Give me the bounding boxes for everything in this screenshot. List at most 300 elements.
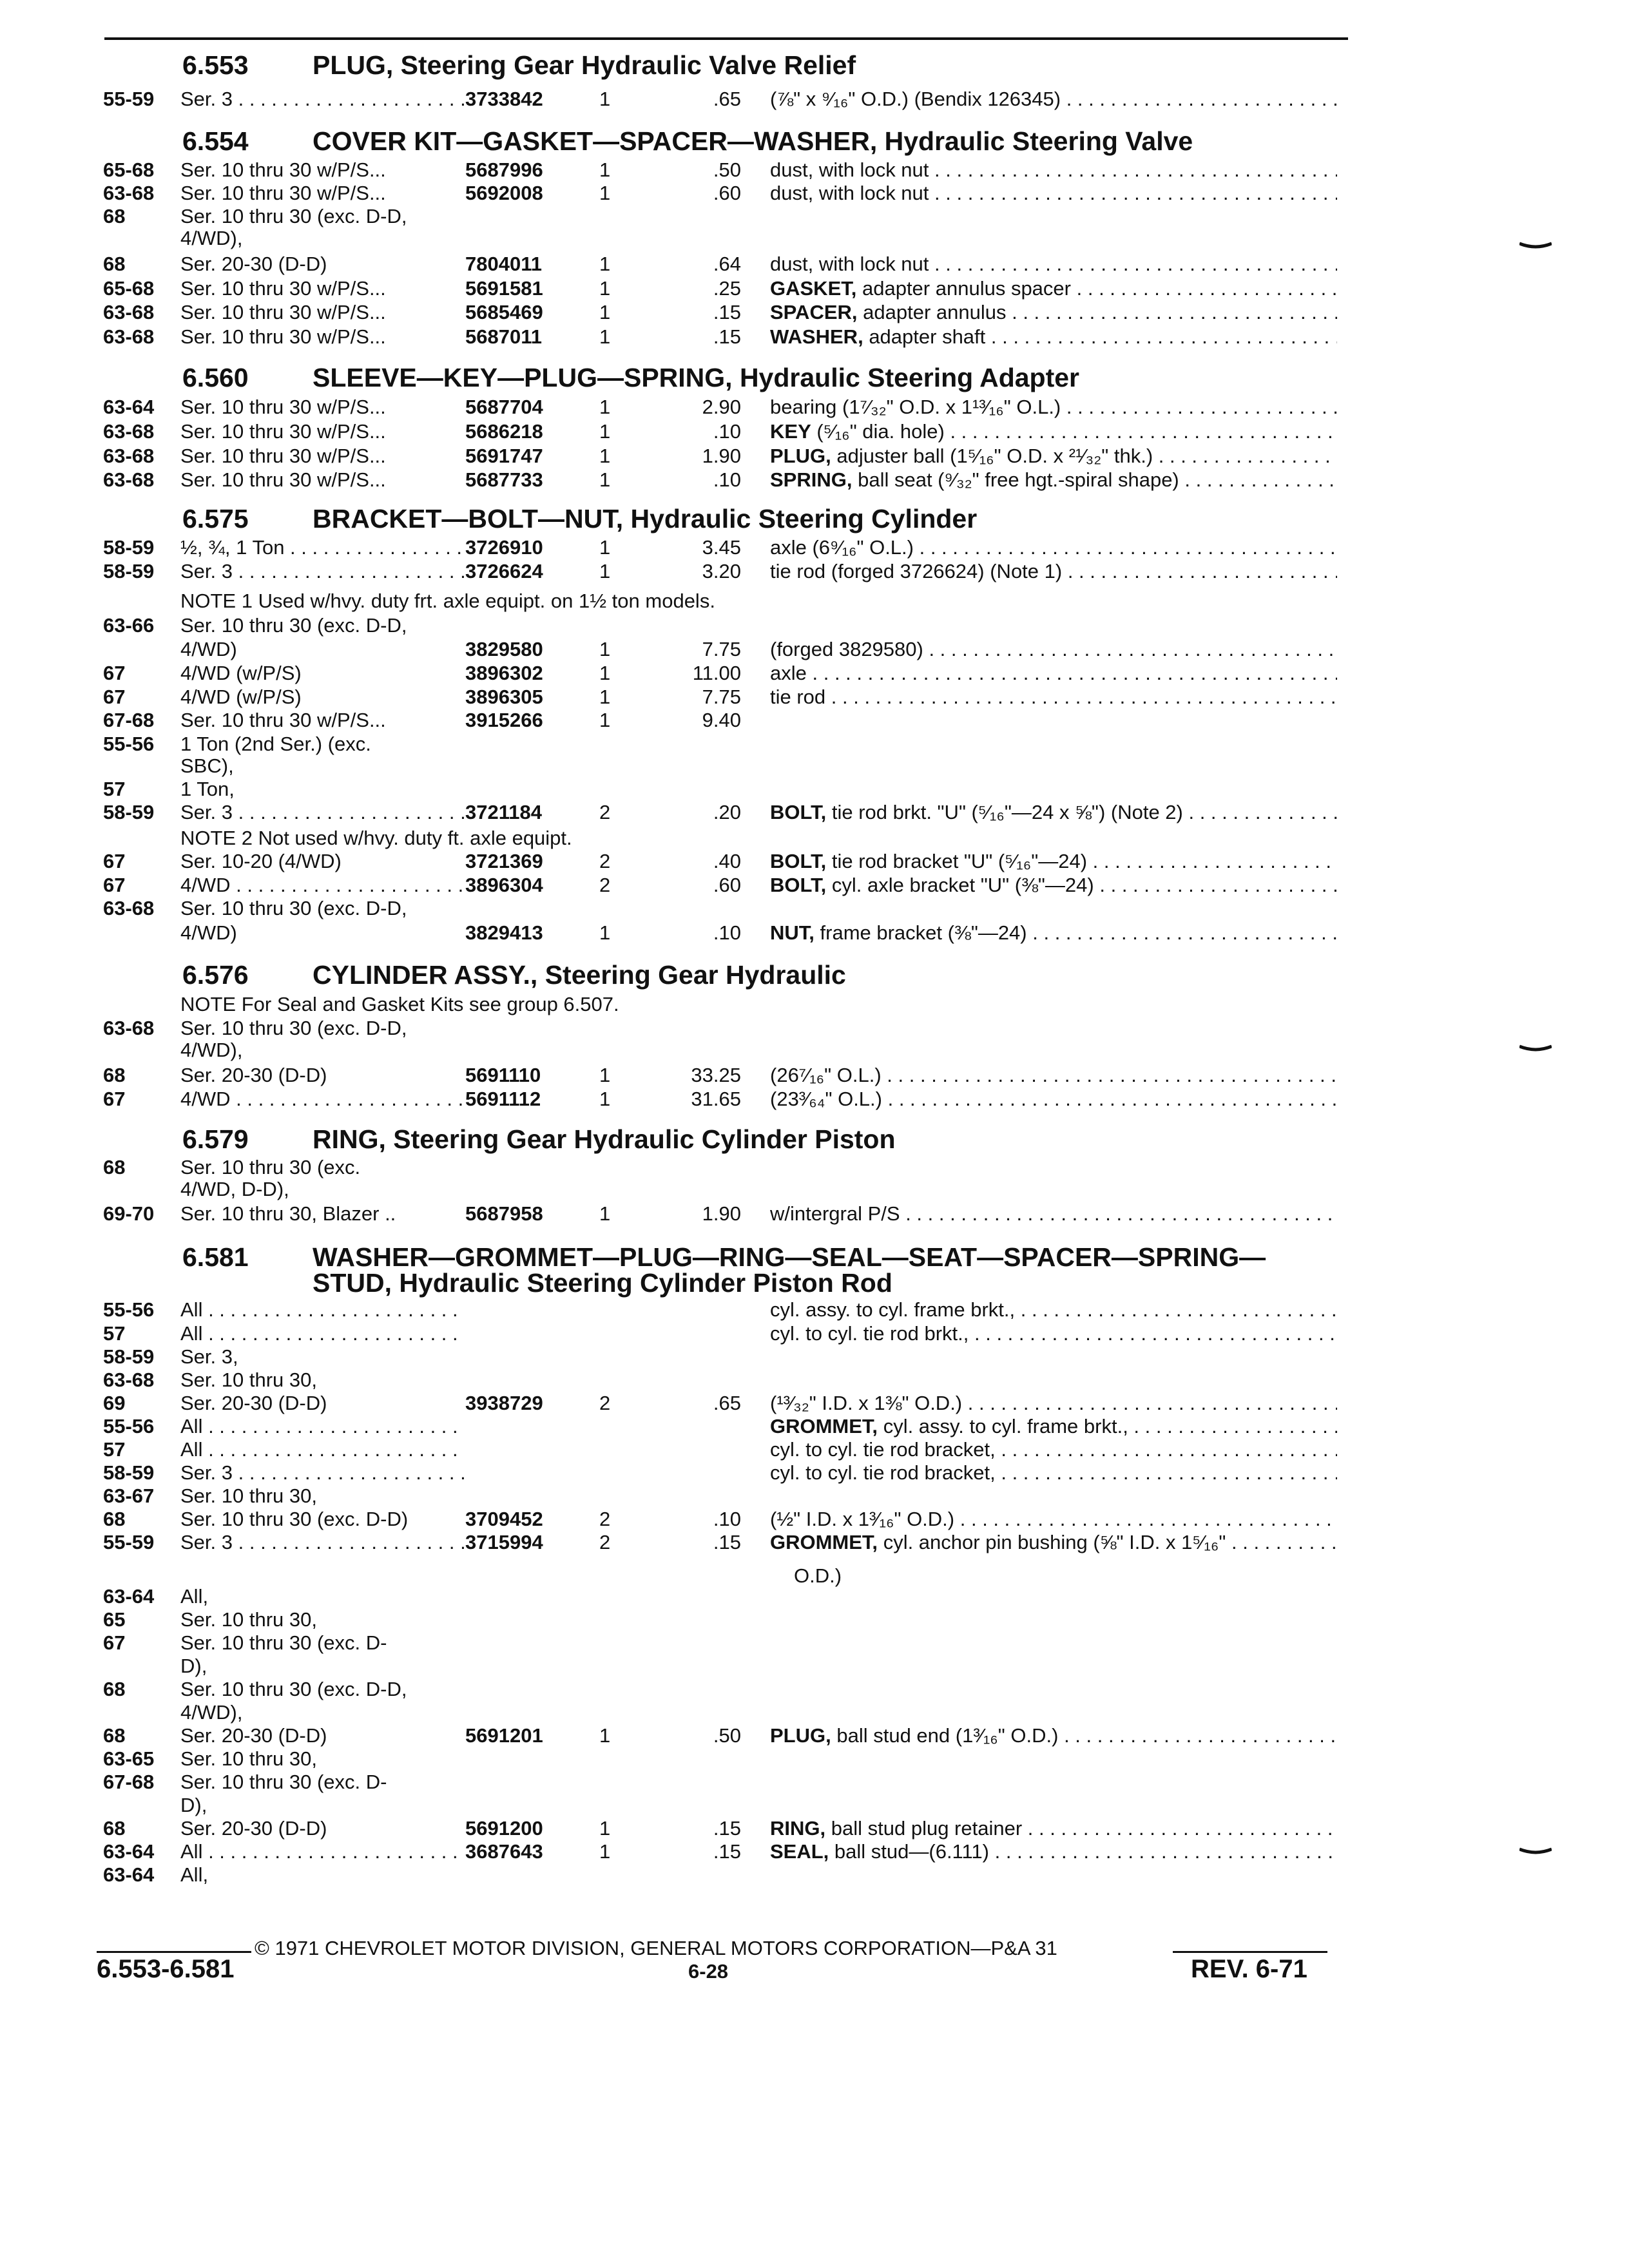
model-year: 67 [103,686,126,708]
part-number: 5691110 [465,1064,541,1086]
description-text: dust, with lock nut [770,182,929,204]
model-series: Ser. 10 thru 30 w/P/S... [180,468,386,491]
footer-copyright: © 1971 CHEVROLET MOTOR DIVISION, GENERAL MOTORS CORPORATION—P&A 31 [255,1937,1057,1959]
section-title: WASHER—GROMMET—PLUG—RING—SEAL—SEAT—SPACER—SPRING— [313,1242,1266,1272]
price: .15 [713,1840,741,1863]
model-year: 55-56 [103,733,155,755]
model-series: Ser. 10 thru 30 (exc. D- [180,1771,387,1793]
quantity: 1 [599,536,611,559]
model-year: 63-68 [103,301,155,323]
description-text: adapter shaft [869,325,986,348]
description-keyword: WASHER, [770,325,863,348]
quantity: 2 [599,874,611,896]
model-series: Ser. 10 thru 30 w/P/S... [180,325,386,348]
description-keyword: PLUG, [770,445,831,467]
model-series: 4/WD . . . [180,1088,464,1111]
model-year: 63-64 [103,396,155,418]
model-year: 58-59 [103,801,155,823]
description [770,1392,1337,1415]
description-text: frame bracket (⅜"—24) [820,921,1027,944]
quantity: 2 [599,1531,611,1553]
footer-revision: REV. 6-71 [1191,1955,1307,1983]
model-series: Ser. 10 thru 30 w/P/S... [180,182,386,204]
table-row [0,1771,1629,1795]
model-year: 63-68 [103,420,155,443]
model-year: 57 [103,778,126,800]
model-year: 58-59 [103,1345,155,1368]
table-row [0,445,1629,469]
model-series: Ser. 10 thru 30, [180,1747,317,1770]
description [770,277,1337,300]
quantity: 1 [599,1088,611,1110]
model-series: ½, ¾, 1 Ton . . . [180,536,464,559]
description [770,301,1337,324]
description-keyword: BOLT, [770,874,827,896]
price: .20 [713,801,741,823]
table-row [0,253,1629,277]
description [770,1531,1337,1554]
description [770,1817,1337,1840]
model-series: Ser. 10 thru 30, [180,1369,317,1391]
price: .50 [713,159,741,181]
model-year: 57 [103,1322,126,1345]
model-series: 4/WD), [180,227,243,249]
footer-page-number: 6-28 [688,1960,729,1983]
quantity: 2 [599,850,611,872]
part-number: 5691112 [465,1088,541,1110]
price: .15 [713,1817,741,1840]
model-year: 63-68 [103,325,155,348]
section-number: 6.579 [182,1124,249,1154]
description-text: dust, with lock nut [770,253,929,275]
margin-mark-icon [1519,1044,1552,1053]
model-series: Ser. 10 thru 30 w/P/S... [180,445,386,467]
table-row [0,897,1629,921]
footer-section-range: 6.553-6.581 [97,1955,235,1983]
model-series: Ser. 10 thru 30, Blazer .. [180,1202,396,1225]
quantity: 1 [599,325,611,348]
model-year: 63-68 [103,468,155,491]
model-series: Ser. 3 . . . [180,801,464,824]
model-series: Ser. 20-30 (D-D) [180,1392,327,1414]
description [770,638,1337,661]
description-keyword: GASKET, [770,277,857,300]
price: 1.90 [702,445,741,467]
part-number: 5687704 [465,396,543,418]
description [770,686,1337,709]
quantity: 2 [599,1392,611,1414]
description [770,560,1337,583]
part-number: 5691581 [465,277,543,300]
model-series: Ser. 10 thru 30 (exc. D-D, [180,205,407,227]
part-number: 5691747 [465,445,543,467]
price: 1.90 [702,1202,741,1225]
model-series: 4/WD (w/P/S) [180,662,302,684]
model-year: 58-59 [103,1461,155,1484]
model-year: 57 [103,1438,126,1461]
model-series: Ser. 10 thru 30 (exc. [180,1156,361,1178]
section-title: SLEEVE—KEY—PLUG—SPRING, Hydraulic Steering Adapter [313,363,1080,392]
description [770,253,1337,276]
model-year: 67 [103,1088,126,1110]
model-series: 1 Ton, [180,778,235,800]
part-number: 3938729 [465,1392,543,1414]
model-year: 67-68 [103,709,155,731]
part-number: 5687011 [465,325,542,348]
table-row [0,1585,1629,1610]
price: 3.45 [702,536,741,559]
description [770,1438,1337,1461]
table-row [0,1531,1629,1555]
price: .10 [713,468,741,491]
model-year: 63-66 [103,614,155,637]
quantity: 1 [599,638,611,660]
part-number: 3726624 [465,560,543,582]
description [770,1322,1337,1345]
model-year: 63-65 [103,1747,155,1770]
table-row [0,1017,1629,1041]
part-number: 3829580 [465,638,543,660]
description [770,1064,1337,1087]
quantity: 1 [599,1064,611,1086]
model-series: SBC), [180,754,234,777]
section-title-continued: STUD, Hydraulic Steering Cylinder Piston Rod [313,1268,892,1298]
model-series: All . . . [180,1840,464,1863]
table-row [0,1088,1629,1112]
model-year: 63-68 [103,445,155,467]
top-rule [104,37,1348,40]
table-row [0,468,1629,493]
model-year: 69 [103,1392,126,1414]
table-row [0,1202,1629,1227]
description-text: adapter annulus spacer [862,277,1071,300]
description-text: axle (6⁹⁄₁₆" O.L.) [770,536,914,559]
table-row [0,921,1629,946]
part-number: 5685469 [465,301,543,323]
description [770,801,1337,824]
model-series: Ser. 10 thru 30, [180,1485,317,1507]
model-series: All . . . [180,1322,464,1345]
price: .65 [713,1392,741,1414]
description-keyword: SPACER, [770,301,858,323]
part-number: 3726910 [465,536,543,559]
description-text: cyl. assy. to cyl. frame brkt., [770,1298,1016,1321]
model-series: Ser. 3 . . . [180,1461,464,1485]
model-year: 55-59 [103,88,155,110]
model-series: Ser. 10 thru 30 w/P/S... [180,159,386,181]
model-series: Ser. 10 thru 30 w/P/S... [180,396,386,418]
quantity: 1 [599,1724,611,1747]
model-year: 63-68 [103,1017,155,1039]
description-text: tie rod brkt. "U" (⁵⁄₁₆"—24 x ⅝") (Note 2) [831,801,1183,823]
table-row [0,301,1629,325]
model-series: Ser. 3 . . . [180,1531,464,1554]
part-number: 3721369 [465,850,543,872]
quantity: 1 [599,182,611,204]
description [770,468,1337,492]
description [770,921,1337,945]
footer-rule-left [97,1951,251,1953]
quantity: 1 [599,253,611,275]
price: 33.25 [691,1064,741,1086]
table-row [0,1608,1629,1633]
table-row [0,850,1629,874]
part-number: 3687643 [465,1840,543,1863]
table-row [0,1631,1629,1656]
table-row [0,1298,1629,1323]
model-year: 67-68 [103,1771,155,1793]
model-series: All, [180,1863,209,1886]
description-keyword: SPRING, [770,468,853,491]
section-title: CYLINDER ASSY., Steering Gear Hydraulic [313,960,846,990]
model-series: 4/WD . . . [180,874,464,897]
model-year: 67 [103,662,126,684]
price: 3.20 [702,560,741,582]
table-row [0,396,1629,420]
part-number: 5692008 [465,182,543,204]
price: .10 [713,420,741,443]
model-series: 4/WD) [180,921,237,944]
description-text: (23³⁄₆₄" O.L.) [770,1088,882,1110]
description-text: dust, with lock nut [770,159,929,181]
section-number: 6.553 [182,50,249,80]
description-text: tie rod (forged 3726624) (Note 1) [770,560,1063,582]
margin-mark-icon [1519,1847,1552,1856]
table-row [0,801,1629,825]
description [770,325,1337,349]
table-row [0,1392,1629,1416]
part-number: 3896302 [465,662,543,684]
part-number: 3915266 [465,709,543,731]
description-text: cyl. axle bracket "U" (⅜"—24) [831,874,1094,896]
part-number: 5687996 [465,159,543,181]
quantity: 1 [599,686,611,708]
table-row [0,1508,1629,1532]
description [770,1088,1337,1111]
description [770,445,1337,468]
section-number: 6.554 [182,126,249,156]
model-year: 67 [103,850,126,872]
description-text: w/intergral P/S [770,1202,900,1225]
description [770,182,1337,205]
model-year: 63-68 [103,182,155,204]
table-row [0,686,1629,710]
price: .40 [713,850,741,872]
table-row [0,1322,1629,1347]
price: 7.75 [702,686,741,708]
model-year: 63-68 [103,1369,155,1391]
table-row [0,1064,1629,1088]
model-series: Ser. 10 thru 30 (exc. D-D, [180,897,407,919]
price: .25 [713,277,741,300]
table-row [0,1817,1629,1841]
model-year: 68 [103,205,126,227]
table-row [0,1701,1629,1725]
table-row [0,88,1629,112]
description-text: axle [770,662,807,684]
note-2: NOTE 2 Not used w/hvy. duty ft. axle equipt. [180,827,572,849]
table-row [0,1156,1629,1180]
description-text: adjuster ball (1⁵⁄₁₆" O.D. x ²¹⁄₃₂" thk.) [836,445,1153,467]
model-series: Ser. 3, [180,1345,238,1368]
model-series: Ser. 3 . . . [180,88,464,111]
price: .10 [713,921,741,944]
quantity: 1 [599,88,611,110]
part-number: 3896305 [465,686,543,708]
model-series: 4/WD), [180,1701,243,1724]
quantity: 1 [599,1817,611,1840]
table-row [0,325,1629,350]
description-text: ball seat (⁹⁄₃₂" free hgt.-spiral shape) [858,468,1179,491]
part-number: 3896304 [465,874,543,896]
model-series: All . . . [180,1298,464,1321]
footer-rule-right [1173,1951,1327,1953]
part-number: 3721184 [465,801,542,823]
model-series: D), [180,1794,207,1816]
table-row [0,1415,1629,1439]
model-series: Ser. 3 . . . [180,560,464,583]
price: 2.90 [702,396,741,418]
table-row [0,709,1629,733]
description [770,662,1337,685]
table-row [0,205,1629,229]
model-series: Ser. 10 thru 30 w/P/S... [180,277,386,300]
description-text: tie rod [770,686,826,708]
table-row [0,1724,1629,1749]
quantity: 1 [599,159,611,181]
section-title: BRACKET—BOLT—NUT, Hydraulic Steering Cylinder [313,504,978,533]
model-series: Ser. 10 thru 30 w/P/S... [180,709,386,731]
table-row [0,1178,1629,1202]
description-text: cyl. to cyl. tie rod bracket, [770,1461,996,1484]
model-year: 68 [103,1678,126,1700]
table-row [0,754,1629,779]
model-series: Ser. 10 thru 30 (exc. D-D) [180,1508,409,1530]
table-row [0,227,1629,251]
description-text: tie rod bracket "U" (⁵⁄₁₆"—24) [831,850,1088,872]
model-year: 68 [103,1156,126,1178]
description-keyword: BOLT, [770,801,827,823]
model-series: Ser. 10 thru 30, [180,1608,317,1631]
price: .60 [713,874,741,896]
description [770,536,1337,559]
quantity: 1 [599,1840,611,1863]
description-text: cyl. to cyl. tie rod bracket, [770,1438,996,1461]
model-year: 65-68 [103,159,155,181]
model-series: 4/WD (w/P/S) [180,686,302,708]
description-text: cyl. assy. to cyl. frame brkt., [883,1415,1128,1437]
quantity: 1 [599,662,611,684]
quantity: 2 [599,1508,611,1530]
model-year: 68 [103,253,126,275]
model-year: 68 [103,1817,126,1840]
model-year: 63-64 [103,1585,155,1608]
part-number: 5687733 [465,468,543,491]
description [770,420,1337,443]
table-row [0,614,1629,639]
table-row [0,159,1629,183]
price: .50 [713,1724,741,1747]
model-series: 1 Ton (2nd Ser.) (exc. [180,733,371,755]
model-year: 68 [103,1064,126,1086]
description [770,850,1337,873]
description [770,874,1337,897]
description-text: (½" I.D. x 1³⁄₁₆" O.D.) [770,1508,955,1530]
description-text: (forged 3829580) [770,638,923,660]
description-text: cyl. anchor pin bushing (⅝" I.D. x 1⁵⁄₁₆" [883,1531,1226,1553]
description [770,1415,1337,1438]
quantity: 2 [599,801,611,823]
description [770,1202,1337,1225]
quantity: 1 [599,396,611,418]
model-year: 67 [103,1631,126,1654]
description-text: cyl. to cyl. tie rod brkt., [770,1322,969,1345]
part-number: 3829413 [465,921,543,944]
model-series: Ser. 20-30 (D-D) [180,1064,327,1086]
table-row [0,1840,1629,1865]
model-year: 63-67 [103,1485,155,1507]
description [770,1461,1337,1485]
description-keyword: RING, [770,1817,826,1840]
section-number: 6.560 [182,363,249,392]
model-year: 68 [103,1724,126,1747]
model-series: Ser. 10 thru 30 w/P/S... [180,420,386,443]
model-series: Ser. 10 thru 30 (exc. D- [180,1631,387,1654]
section-number: 6.581 [182,1242,249,1272]
section-title: PLUG, Steering Gear Hydraulic Valve Relief [313,50,856,80]
model-series: 4/WD, D-D), [180,1178,289,1200]
table-row [0,560,1629,584]
description [770,1298,1337,1321]
table-row [0,1655,1629,1679]
part-number: 5691200 [465,1817,543,1840]
model-year: 63-64 [103,1863,155,1886]
price: 11.00 [692,662,741,684]
price: 31.65 [691,1088,741,1110]
model-year: 67 [103,874,126,896]
description-keyword: GROMMET, [770,1531,878,1553]
model-series: 4/WD) [180,638,237,660]
margin-mark-icon [1519,241,1552,250]
model-year: 58-59 [103,560,155,582]
part-number: 3733842 [465,88,543,110]
quantity: 1 [599,1202,611,1225]
quantity: 1 [599,301,611,323]
description-text: ball stud plug retainer [831,1817,1023,1840]
price: 9.40 [702,709,741,731]
model-series: All . . . [180,1438,464,1461]
quantity: 1 [599,468,611,491]
price: .65 [713,88,741,110]
table-row [0,1747,1629,1772]
table-row [0,1678,1629,1702]
model-series: Ser. 20-30 (D-D) [180,253,327,275]
model-series: Ser. 10 thru 30 (exc. D-D, [180,614,407,637]
price: .64 [713,253,741,275]
table-row [0,182,1629,206]
table-row [0,1794,1629,1818]
table-row [0,1438,1629,1463]
note-1: NOTE 1 Used w/hvy. duty frt. axle equipt. on 1½ ton models. [180,590,715,612]
description-text: adapter annulus [863,301,1007,323]
section-number: 6.576 [182,960,249,990]
model-year: 55-56 [103,1415,155,1437]
model-series: Ser. 10 thru 30 w/P/S... [180,301,386,323]
model-year: 55-59 [103,1531,155,1553]
table-row [0,1345,1629,1370]
note-seal-gasket: NOTE For Seal and Gasket Kits see group 6.507. [180,993,619,1015]
description [770,396,1337,419]
